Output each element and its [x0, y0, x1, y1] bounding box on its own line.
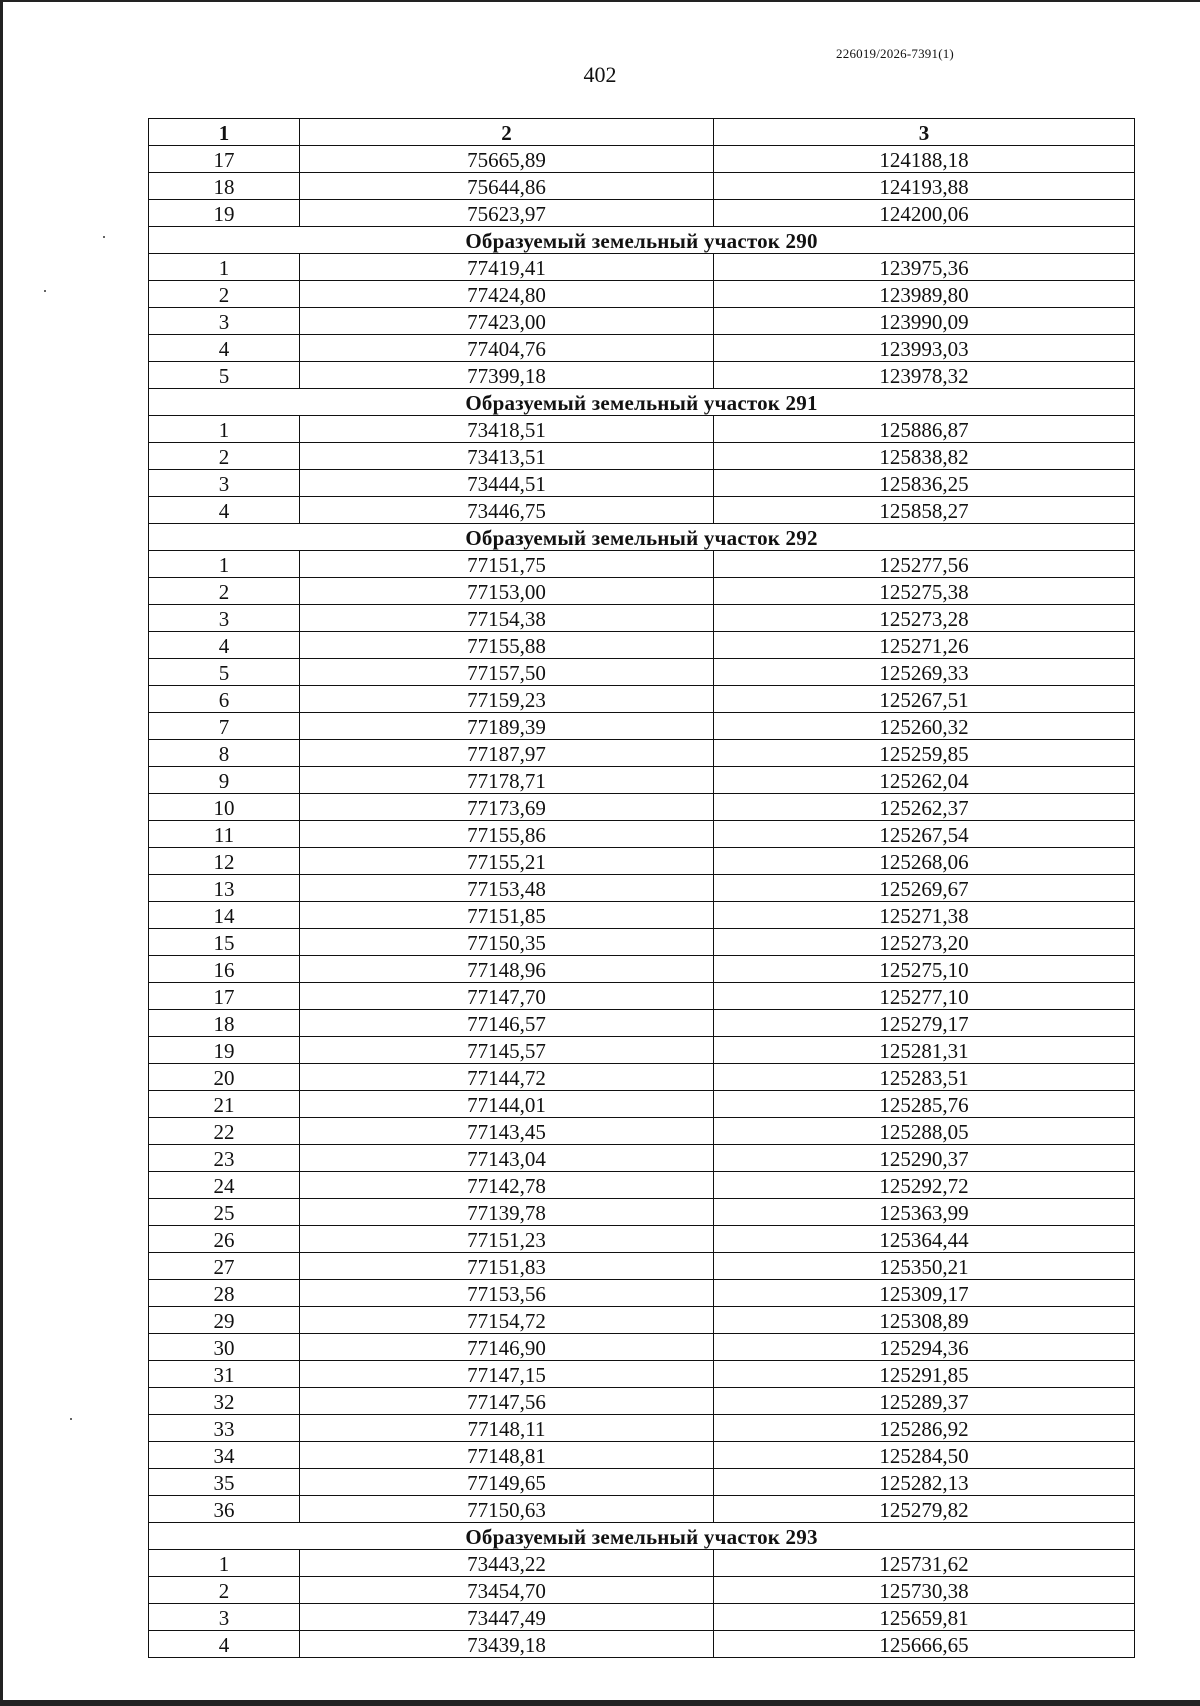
table-row — [149, 1037, 1135, 1064]
x-coordinate-cell: 77147,70 — [300, 983, 714, 1010]
x-coordinate-cell: 77419,41 — [300, 254, 714, 281]
table-row — [149, 1604, 1135, 1631]
scan-speck — [103, 236, 105, 238]
table-row — [149, 875, 1135, 902]
point-number-cell: 2 — [149, 443, 300, 470]
point-number-cell: 17 — [149, 983, 300, 1010]
x-coordinate-cell: 73418,51 — [300, 416, 714, 443]
y-coordinate-cell: 125275,38 — [714, 578, 1135, 605]
table-row — [149, 200, 1135, 227]
x-coordinate-cell: 77146,90 — [300, 1334, 714, 1361]
x-coordinate-cell: 77148,11 — [300, 1415, 714, 1442]
x-coordinate-cell: 77148,96 — [300, 956, 714, 983]
section-heading-row — [149, 389, 1135, 416]
table-row — [149, 929, 1135, 956]
y-coordinate-cell: 125838,82 — [714, 443, 1135, 470]
x-coordinate-cell: 77142,78 — [300, 1172, 714, 1199]
point-number-cell: 30 — [149, 1334, 300, 1361]
point-number-cell: 1 — [149, 254, 300, 281]
scan-edge-bottom — [0, 1700, 1200, 1706]
coordinates-table-body — [149, 119, 1135, 1658]
point-number-cell: 4 — [149, 1631, 300, 1658]
table-row — [149, 767, 1135, 794]
point-number-cell: 16 — [149, 956, 300, 983]
x-coordinate-cell: 73413,51 — [300, 443, 714, 470]
header-cell-x: 2 — [300, 119, 714, 146]
table-row — [149, 443, 1135, 470]
x-coordinate-cell: 77424,80 — [300, 281, 714, 308]
point-number-cell: 6 — [149, 686, 300, 713]
section-heading: Образуемый земельный участок 291 — [149, 389, 1135, 416]
x-coordinate-cell: 77159,23 — [300, 686, 714, 713]
table-row — [149, 1469, 1135, 1496]
y-coordinate-cell: 123990,09 — [714, 308, 1135, 335]
point-number-cell: 2 — [149, 1577, 300, 1604]
point-number-cell: 14 — [149, 902, 300, 929]
y-coordinate-cell: 125283,51 — [714, 1064, 1135, 1091]
y-coordinate-cell: 125731,62 — [714, 1550, 1135, 1577]
table-row — [149, 821, 1135, 848]
table-row — [149, 497, 1135, 524]
x-coordinate-cell: 73443,22 — [300, 1550, 714, 1577]
x-coordinate-cell: 77153,48 — [300, 875, 714, 902]
y-coordinate-cell: 125267,51 — [714, 686, 1135, 713]
y-coordinate-cell: 125269,33 — [714, 659, 1135, 686]
point-number-cell: 17 — [149, 146, 300, 173]
point-number-cell: 19 — [149, 1037, 300, 1064]
y-coordinate-cell: 125350,21 — [714, 1253, 1135, 1280]
section-heading: Образуемый земельный участок 292 — [149, 524, 1135, 551]
header-cell-point: 1 — [149, 119, 300, 146]
y-coordinate-cell: 125836,25 — [714, 470, 1135, 497]
x-coordinate-cell: 73454,70 — [300, 1577, 714, 1604]
table-row — [149, 605, 1135, 632]
page-number: 402 — [583, 62, 617, 87]
y-coordinate-cell: 125273,20 — [714, 929, 1135, 956]
table-row — [149, 551, 1135, 578]
section-heading: Образуемый земельный участок 290 — [149, 227, 1135, 254]
document-reference: 226019/2026-7391(1) — [836, 46, 954, 61]
y-coordinate-cell: 125292,72 — [714, 1172, 1135, 1199]
x-coordinate-cell: 77146,57 — [300, 1010, 714, 1037]
y-coordinate-cell: 125309,17 — [714, 1280, 1135, 1307]
section-heading-row — [149, 524, 1135, 551]
point-number-cell: 36 — [149, 1496, 300, 1523]
x-coordinate-cell: 77151,85 — [300, 902, 714, 929]
x-coordinate-cell: 77154,72 — [300, 1307, 714, 1334]
x-coordinate-cell: 77189,39 — [300, 713, 714, 740]
x-coordinate-cell: 77173,69 — [300, 794, 714, 821]
point-number-cell: 1 — [149, 551, 300, 578]
point-number-cell: 26 — [149, 1226, 300, 1253]
y-coordinate-cell: 125273,28 — [714, 605, 1135, 632]
y-coordinate-cell: 125285,76 — [714, 1091, 1135, 1118]
y-coordinate-cell: 125260,32 — [714, 713, 1135, 740]
table-row — [149, 1010, 1135, 1037]
x-coordinate-cell: 77153,00 — [300, 578, 714, 605]
y-coordinate-cell: 123975,36 — [714, 254, 1135, 281]
scan-edge-left — [0, 0, 3, 1706]
table-row — [149, 1199, 1135, 1226]
y-coordinate-cell: 125262,37 — [714, 794, 1135, 821]
y-coordinate-cell: 125308,89 — [714, 1307, 1135, 1334]
point-number-cell: 2 — [149, 281, 300, 308]
x-coordinate-cell: 77139,78 — [300, 1199, 714, 1226]
point-number-cell: 31 — [149, 1361, 300, 1388]
point-number-cell: 20 — [149, 1064, 300, 1091]
table-row — [149, 362, 1135, 389]
y-coordinate-cell: 125291,85 — [714, 1361, 1135, 1388]
point-number-cell: 3 — [149, 470, 300, 497]
y-coordinate-cell: 125262,04 — [714, 767, 1135, 794]
x-coordinate-cell: 77153,56 — [300, 1280, 714, 1307]
section-heading-row — [149, 227, 1135, 254]
x-coordinate-cell: 75644,86 — [300, 173, 714, 200]
x-coordinate-cell: 77151,23 — [300, 1226, 714, 1253]
y-coordinate-cell: 124188,18 — [714, 146, 1135, 173]
scan-speck — [70, 1418, 72, 1420]
point-number-cell: 21 — [149, 1091, 300, 1118]
y-coordinate-cell: 125290,37 — [714, 1145, 1135, 1172]
y-coordinate-cell: 125275,10 — [714, 956, 1135, 983]
section-heading: Образуемый земельный участок 293 — [149, 1523, 1135, 1550]
x-coordinate-cell: 77155,88 — [300, 632, 714, 659]
y-coordinate-cell: 125269,67 — [714, 875, 1135, 902]
table-row — [149, 308, 1135, 335]
table-row — [149, 281, 1135, 308]
x-coordinate-cell: 77151,75 — [300, 551, 714, 578]
y-coordinate-cell: 125294,36 — [714, 1334, 1135, 1361]
point-number-cell: 18 — [149, 1010, 300, 1037]
point-number-cell: 29 — [149, 1307, 300, 1334]
y-coordinate-cell: 125659,81 — [714, 1604, 1135, 1631]
table-row — [149, 254, 1135, 281]
table-row — [149, 1064, 1135, 1091]
y-coordinate-cell: 123993,03 — [714, 335, 1135, 362]
point-number-cell: 22 — [149, 1118, 300, 1145]
y-coordinate-cell: 123978,32 — [714, 362, 1135, 389]
point-number-cell: 34 — [149, 1442, 300, 1469]
y-coordinate-cell: 124193,88 — [714, 173, 1135, 200]
point-number-cell: 2 — [149, 578, 300, 605]
point-number-cell: 1 — [149, 416, 300, 443]
table-row — [149, 632, 1135, 659]
y-coordinate-cell: 125289,37 — [714, 1388, 1135, 1415]
table-row — [149, 659, 1135, 686]
point-number-cell: 12 — [149, 848, 300, 875]
point-number-cell: 3 — [149, 605, 300, 632]
point-number-cell: 3 — [149, 308, 300, 335]
y-coordinate-cell: 125268,06 — [714, 848, 1135, 875]
point-number-cell: 4 — [149, 632, 300, 659]
scan-speck — [44, 290, 46, 292]
y-coordinate-cell: 125364,44 — [714, 1226, 1135, 1253]
point-number-cell: 4 — [149, 497, 300, 524]
point-number-cell: 32 — [149, 1388, 300, 1415]
table-row — [149, 470, 1135, 497]
point-number-cell: 33 — [149, 1415, 300, 1442]
x-coordinate-cell: 77143,04 — [300, 1145, 714, 1172]
table-row — [149, 740, 1135, 767]
point-number-cell: 4 — [149, 335, 300, 362]
y-coordinate-cell: 125259,85 — [714, 740, 1135, 767]
x-coordinate-cell: 77151,83 — [300, 1253, 714, 1280]
table-row — [149, 1253, 1135, 1280]
table-row — [149, 1550, 1135, 1577]
y-coordinate-cell: 125281,31 — [714, 1037, 1135, 1064]
point-number-cell: 1 — [149, 1550, 300, 1577]
point-number-cell: 25 — [149, 1199, 300, 1226]
x-coordinate-cell: 77144,72 — [300, 1064, 714, 1091]
point-number-cell: 8 — [149, 740, 300, 767]
y-coordinate-cell: 125730,38 — [714, 1577, 1135, 1604]
x-coordinate-cell: 73446,75 — [300, 497, 714, 524]
y-coordinate-cell: 125284,50 — [714, 1442, 1135, 1469]
x-coordinate-cell: 75623,97 — [300, 200, 714, 227]
point-number-cell: 23 — [149, 1145, 300, 1172]
table-row — [149, 713, 1135, 740]
point-number-cell: 19 — [149, 200, 300, 227]
y-coordinate-cell: 125277,10 — [714, 983, 1135, 1010]
x-coordinate-cell: 77148,81 — [300, 1442, 714, 1469]
x-coordinate-cell: 77155,21 — [300, 848, 714, 875]
point-number-cell: 28 — [149, 1280, 300, 1307]
section-heading-row — [149, 1523, 1135, 1550]
x-coordinate-cell: 77150,63 — [300, 1496, 714, 1523]
table-row — [149, 1280, 1135, 1307]
table-row — [149, 335, 1135, 362]
header-cell-y: 3 — [714, 119, 1135, 146]
x-coordinate-cell: 77423,00 — [300, 308, 714, 335]
coordinates-table — [148, 118, 1135, 1658]
point-number-cell: 27 — [149, 1253, 300, 1280]
point-number-cell: 13 — [149, 875, 300, 902]
point-number-cell: 5 — [149, 362, 300, 389]
table-header-row — [149, 119, 1135, 146]
y-coordinate-cell: 125279,17 — [714, 1010, 1135, 1037]
table-row — [149, 794, 1135, 821]
table-row — [149, 1118, 1135, 1145]
y-coordinate-cell: 125886,87 — [714, 416, 1135, 443]
point-number-cell: 3 — [149, 1604, 300, 1631]
y-coordinate-cell: 125279,82 — [714, 1496, 1135, 1523]
point-number-cell: 7 — [149, 713, 300, 740]
x-coordinate-cell: 77155,86 — [300, 821, 714, 848]
y-coordinate-cell: 125271,26 — [714, 632, 1135, 659]
point-number-cell: 35 — [149, 1469, 300, 1496]
table-row — [149, 1145, 1135, 1172]
scan-edge-top — [0, 0, 1200, 2]
x-coordinate-cell: 77157,50 — [300, 659, 714, 686]
y-coordinate-cell: 125277,56 — [714, 551, 1135, 578]
table-row — [149, 983, 1135, 1010]
table-row — [149, 1388, 1135, 1415]
table-row — [149, 1631, 1135, 1658]
point-number-cell: 10 — [149, 794, 300, 821]
y-coordinate-cell: 125288,05 — [714, 1118, 1135, 1145]
point-number-cell: 11 — [149, 821, 300, 848]
table-row — [149, 173, 1135, 200]
x-coordinate-cell: 77399,18 — [300, 362, 714, 389]
x-coordinate-cell: 73447,49 — [300, 1604, 714, 1631]
y-coordinate-cell: 124200,06 — [714, 200, 1135, 227]
table-row — [149, 1307, 1135, 1334]
x-coordinate-cell: 75665,89 — [300, 146, 714, 173]
x-coordinate-cell: 77147,56 — [300, 1388, 714, 1415]
point-number-cell: 5 — [149, 659, 300, 686]
x-coordinate-cell: 77404,76 — [300, 335, 714, 362]
table-row — [149, 1496, 1135, 1523]
table-row — [149, 848, 1135, 875]
point-number-cell: 9 — [149, 767, 300, 794]
table-row — [149, 578, 1135, 605]
x-coordinate-cell: 77187,97 — [300, 740, 714, 767]
table-row — [149, 1361, 1135, 1388]
y-coordinate-cell: 125267,54 — [714, 821, 1135, 848]
table-row — [149, 1091, 1135, 1118]
x-coordinate-cell: 77144,01 — [300, 1091, 714, 1118]
x-coordinate-cell: 77149,65 — [300, 1469, 714, 1496]
point-number-cell: 18 — [149, 173, 300, 200]
x-coordinate-cell: 77147,15 — [300, 1361, 714, 1388]
table-row — [149, 416, 1135, 443]
table-row — [149, 1334, 1135, 1361]
table-row — [149, 1442, 1135, 1469]
point-number-cell: 15 — [149, 929, 300, 956]
x-coordinate-cell: 77178,71 — [300, 767, 714, 794]
point-number-cell: 24 — [149, 1172, 300, 1199]
y-coordinate-cell: 125858,27 — [714, 497, 1135, 524]
y-coordinate-cell: 125286,92 — [714, 1415, 1135, 1442]
table-row — [149, 686, 1135, 713]
x-coordinate-cell: 73444,51 — [300, 470, 714, 497]
y-coordinate-cell: 123989,80 — [714, 281, 1135, 308]
table-row — [149, 1226, 1135, 1253]
table-row — [149, 1172, 1135, 1199]
y-coordinate-cell: 125271,38 — [714, 902, 1135, 929]
x-coordinate-cell: 77150,35 — [300, 929, 714, 956]
y-coordinate-cell: 125363,99 — [714, 1199, 1135, 1226]
x-coordinate-cell: 77143,45 — [300, 1118, 714, 1145]
x-coordinate-cell: 73439,18 — [300, 1631, 714, 1658]
table-row — [149, 902, 1135, 929]
table-row — [149, 1577, 1135, 1604]
y-coordinate-cell: 125666,65 — [714, 1631, 1135, 1658]
x-coordinate-cell: 77145,57 — [300, 1037, 714, 1064]
table-row — [149, 146, 1135, 173]
y-coordinate-cell: 125282,13 — [714, 1469, 1135, 1496]
x-coordinate-cell: 77154,38 — [300, 605, 714, 632]
table-row — [149, 956, 1135, 983]
table-row — [149, 1415, 1135, 1442]
